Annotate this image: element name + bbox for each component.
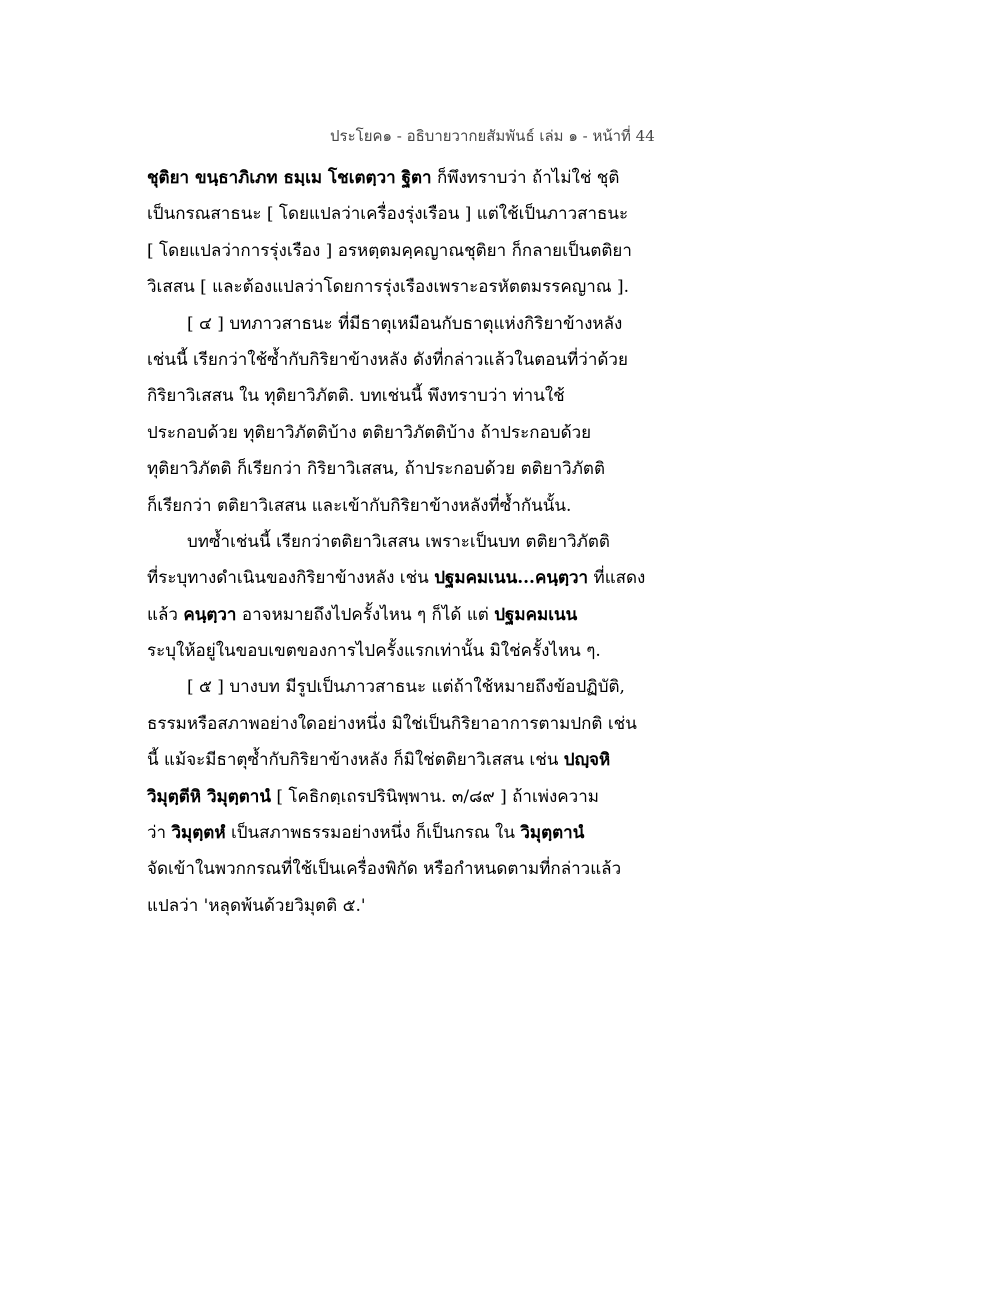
text-segment: เช่นนี้ เรียกว่าใช้ซ้ำกับกิริยาข้างหลัง ดังที่กล่าวแล้วในตอนที่ว่าด้วย bbox=[147, 349, 628, 370]
text-line bbox=[147, 669, 707, 705]
text-segment: ก็พึงทราบว่า ถ้าไม่ใช่ ชุติ bbox=[431, 168, 620, 188]
text-line bbox=[147, 524, 707, 560]
text-segment: ว่า bbox=[147, 823, 172, 844]
text-line bbox=[147, 815, 707, 851]
pali-term: ปฐมคมเนน bbox=[494, 604, 578, 625]
text-line bbox=[147, 633, 707, 669]
text-line bbox=[147, 233, 707, 269]
text-segment: บทซ้ำเช่นนี้ เรียกว่าตติยาวิเสสน เพราะเป็นบท ตติยาวิภัตติ bbox=[187, 531, 610, 552]
text-line bbox=[147, 378, 707, 414]
text-line bbox=[147, 742, 707, 778]
text-line bbox=[147, 196, 707, 232]
text-segment: แล้ว bbox=[147, 604, 184, 625]
text-segment: กิริยาวิเสสน ใน ทุติยาวิภัตติ. บทเช่นนี้ พึงทราบว่า ท่านใช้ bbox=[147, 386, 565, 407]
text-line bbox=[147, 779, 707, 815]
text-segment: นี้ แม้จะมีธาตุซ้ำกับกิริยาข้างหลัง ก็มิใช่ตติยาวิเสสน เช่น bbox=[147, 750, 564, 771]
text-segment: ประกอบด้วย ทุติยาวิภัตติบ้าง ตติยาวิภัตติบ้าง ถ้าประกอบด้วย bbox=[147, 422, 592, 443]
text-segment: ทุติยาวิภัตติ ก็เรียกว่า กิริยาวิเสสน, ถ้าประกอบด้วย ตติยาวิภัตติ bbox=[147, 459, 605, 480]
text-line bbox=[147, 706, 707, 742]
text-line bbox=[147, 851, 707, 887]
text-line bbox=[147, 488, 707, 524]
text-segment: ที่ระบุทางดำเนินของกิริยาข้างหลัง เช่น bbox=[147, 568, 435, 589]
text-line bbox=[147, 888, 707, 924]
pali-term: คนฺตฺวา bbox=[183, 604, 237, 625]
text-segment: [ โดยแปลว่าการรุ่งเรือง ] อรหตฺตมคฺคญาณชุติยา ก็กลายเป็นตติยา bbox=[147, 240, 632, 261]
text-segment: [ โคธิกตฺเถรปรินิพฺพาน. ๓/๘๙ ] ถ้าเพ่งความ bbox=[270, 786, 599, 807]
text-segment: อาจหมายถึงไปครั้งไหน ๆ ก็ได้ แต่ bbox=[236, 604, 495, 625]
text-segment: ธรรมหรือสภาพอย่างใดอย่างหนึ่ง มิใช่เป็นกิริยาอาการตามปกติ เช่น bbox=[147, 713, 637, 734]
text-line bbox=[147, 451, 707, 487]
text-line bbox=[147, 560, 707, 596]
pali-term: ปฐมคมเนน...คนฺตฺวา bbox=[434, 568, 589, 589]
text-segment: ระบุให้อยู่ในขอบเขตของการไปครั้งแรกเท่านั้น มิใช่ครั้งไหน ๆ. bbox=[147, 641, 601, 662]
text-line bbox=[147, 306, 707, 342]
text-line bbox=[147, 269, 707, 305]
text-segment: [ ๔ ] บทภาวสาธนะ ที่มีธาตุเหมือนกับธาตุแห่งกิริยาข้างหลัง bbox=[187, 313, 623, 334]
text-line bbox=[147, 415, 707, 451]
body-text bbox=[147, 160, 707, 924]
text-segment: วิเสสน [ และต้องแปลว่าโดยการรุ่งเรืองเพราะอรหัตตมรรคญาณ ]. bbox=[147, 277, 630, 298]
pali-term: วิมุตฺตหํ bbox=[171, 823, 226, 844]
text-segment: แปลว่า 'หลุดพ้นด้วยวิมุตติ ๕.' bbox=[147, 895, 366, 916]
pali-term: วิมุตฺตานํ bbox=[520, 823, 585, 844]
text-line bbox=[147, 342, 707, 378]
pali-term: ปญฺจหิ bbox=[563, 750, 611, 771]
text-segment: เป็นกรณสาธนะ [ โดยแปลว่าเครื่องรุ่งเรือน ] แต่ใช้เป็นภาวสาธนะ bbox=[147, 204, 629, 225]
page-header: ประโยค๑ - อธิบายวากยสัมพันธ์ เล่ม ๑ - หน้าที่ 44 bbox=[330, 127, 655, 145]
pali-term: วิมุตฺตีหิ วิมุตฺตานํ bbox=[147, 786, 271, 807]
text-segment: [ ๕ ] บางบท มีรูปเป็นภาวสาธนะ แต่ถ้าใช้หมายถึงข้อปฏิบัติ, bbox=[187, 677, 625, 698]
pali-term: ชุติยา ขนฺธาภิเภท ธมฺเม โชเตตฺวา ฐิตา bbox=[147, 168, 432, 188]
text-line bbox=[147, 597, 707, 633]
text-segment: ก็เรียกว่า ตติยาวิเสสน และเข้ากับกิริยาข้างหลังที่ซ้ำกันนั้น. bbox=[147, 495, 572, 516]
text-line bbox=[147, 160, 707, 196]
text-segment: เป็นสภาพธรรมอย่างหนึ่ง ก็เป็นกรณ ใน bbox=[225, 823, 521, 844]
text-segment: จัดเข้าในพวกกรณที่ใช้เป็นเครื่องพิกัด หรือกำหนดตามที่กล่าวแล้ว bbox=[147, 859, 622, 880]
text-segment: ที่แสดง bbox=[588, 568, 646, 589]
